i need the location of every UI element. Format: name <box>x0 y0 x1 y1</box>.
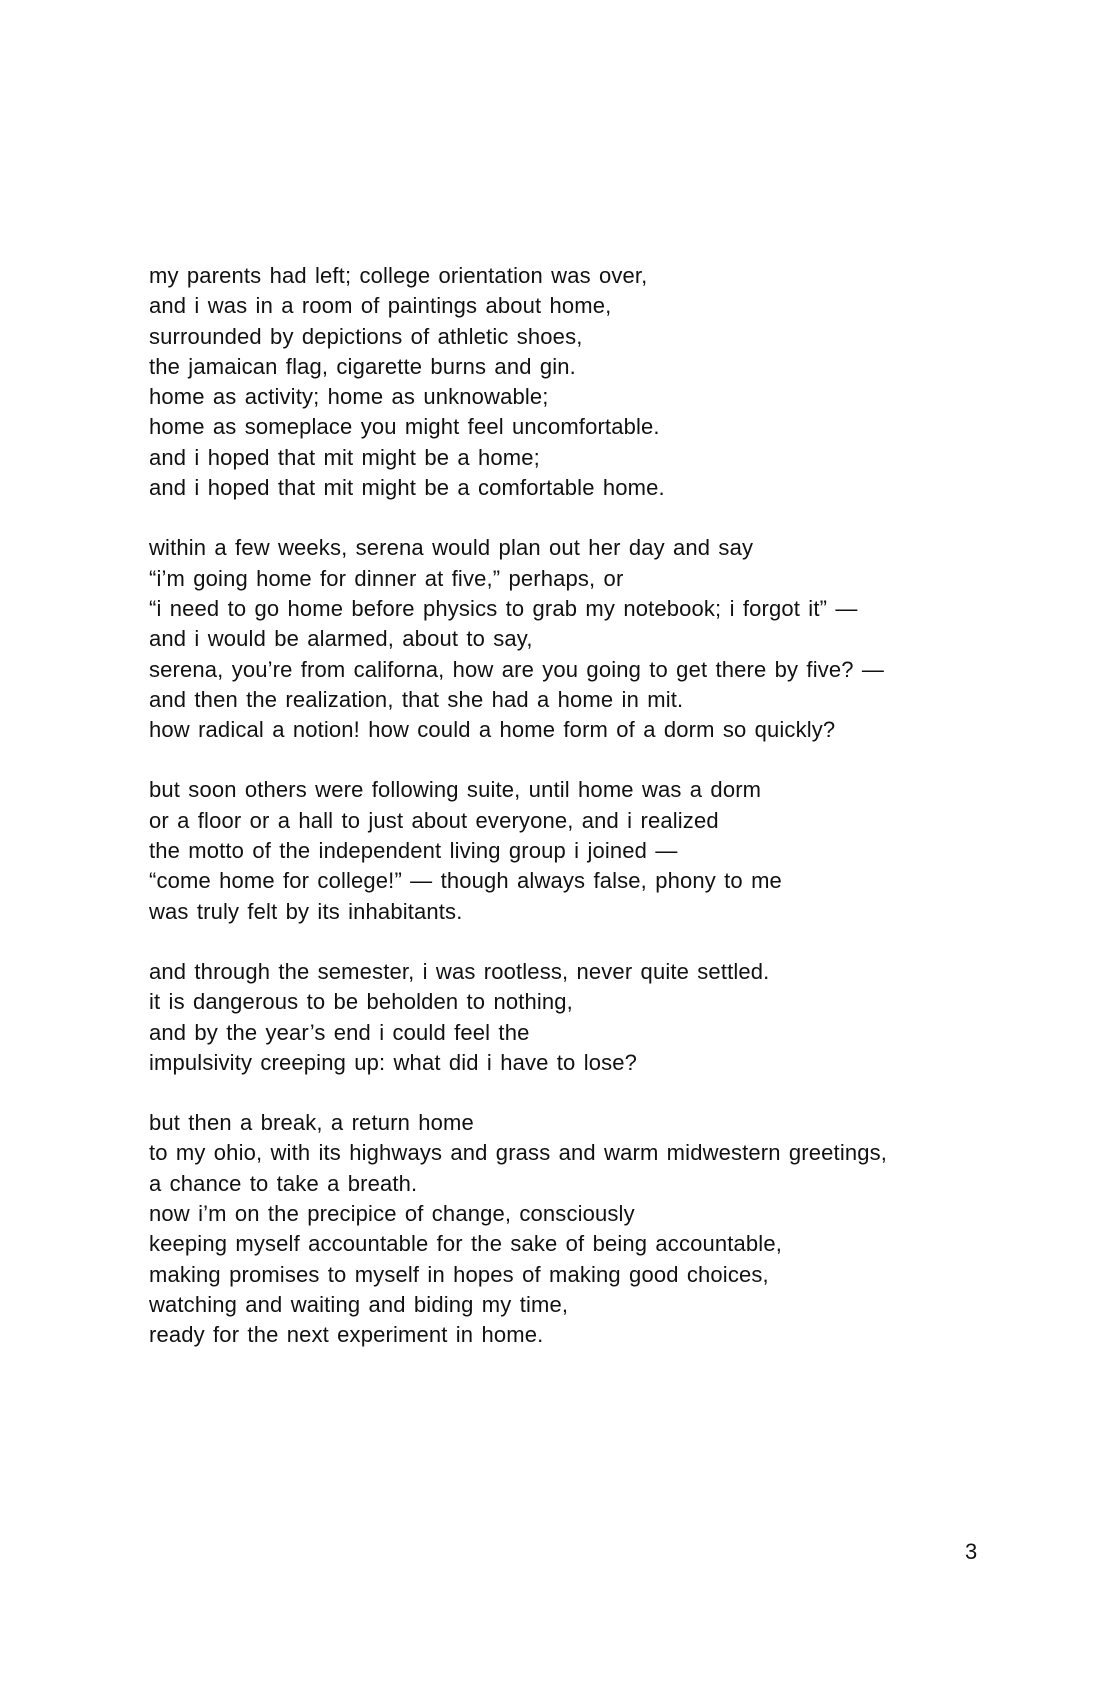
poem-body <box>149 261 1049 1351</box>
stanza-2 <box>149 533 1049 745</box>
poem-line: or a floor or a hall to just about everyone, and i realized <box>149 807 719 833</box>
poem-line: and by the year’s end i could feel the <box>149 1019 530 1045</box>
poem-line: the jamaican flag, cigarette burns and gin. <box>149 353 576 379</box>
poem-line: to my ohio, with its highways and grass and warm midwestern greetings, <box>149 1140 888 1166</box>
poem-line: serena, you’re from californa, how are you going to get there by five? — <box>149 656 885 682</box>
poem-line: it is dangerous to be beholden to nothing, <box>149 989 573 1015</box>
poem-line: a chance to take a breath. <box>149 1170 418 1196</box>
poem-line: watching and waiting and biding my time, <box>149 1291 569 1317</box>
poem-line: how radical a notion! how could a home form of a dorm so quickly? <box>149 717 836 743</box>
poem-line: and i hoped that mit might be a home; <box>149 444 540 470</box>
poem-line: “i need to go home before physics to grab my notebook; i forgot it” — <box>149 595 858 621</box>
stanza-3 <box>149 775 1049 926</box>
stanza-1 <box>149 261 1049 503</box>
poem-line: and i was in a room of paintings about home, <box>149 293 612 319</box>
poem-line: home as activity; home as unknowable; <box>149 384 549 410</box>
poem-line: and through the semester, i was rootless, never quite settled. <box>149 958 770 984</box>
poem-line: and then the realization, that she had a home in mit. <box>149 686 684 712</box>
stanza-4 <box>149 957 1049 1078</box>
poem-line: keeping myself accountable for the sake of being accountable, <box>149 1231 782 1257</box>
poem-line: but then a break, a return home <box>149 1110 474 1136</box>
poem-line: and i would be alarmed, about to say, <box>149 626 533 652</box>
poem-line: “come home for college!” — though always false, phony to me <box>149 868 782 894</box>
poem-line: surrounded by depictions of athletic shoes, <box>149 323 583 349</box>
poem-line: home as someplace you might feel uncomfortable. <box>149 414 660 440</box>
poem-line: but soon others were following suite, until home was a dorm <box>149 777 762 803</box>
poem-line: within a few weeks, serena would plan out her day and say <box>149 535 754 561</box>
stanza-5 <box>149 1108 1049 1350</box>
poem-line: making promises to myself in hopes of making good choices, <box>149 1261 769 1287</box>
poem-line: the motto of the independent living group i joined — <box>149 838 678 864</box>
poem-line: impulsivity creeping up: what did i have to lose? <box>149 1049 638 1075</box>
poem-line: was truly felt by its inhabitants. <box>149 898 463 924</box>
poem-line: now i’m on the precipice of change, consciously <box>149 1201 635 1227</box>
poem-line: and i hoped that mit might be a comfortable home. <box>149 475 665 501</box>
page-number: 3 <box>965 1539 978 1564</box>
poem-line: my parents had left; college orientation was over, <box>149 263 648 288</box>
poem-line: ready for the next experiment in home. <box>149 1322 544 1348</box>
poem-line: “i’m going home for dinner at five,” perhaps, or <box>149 565 624 591</box>
